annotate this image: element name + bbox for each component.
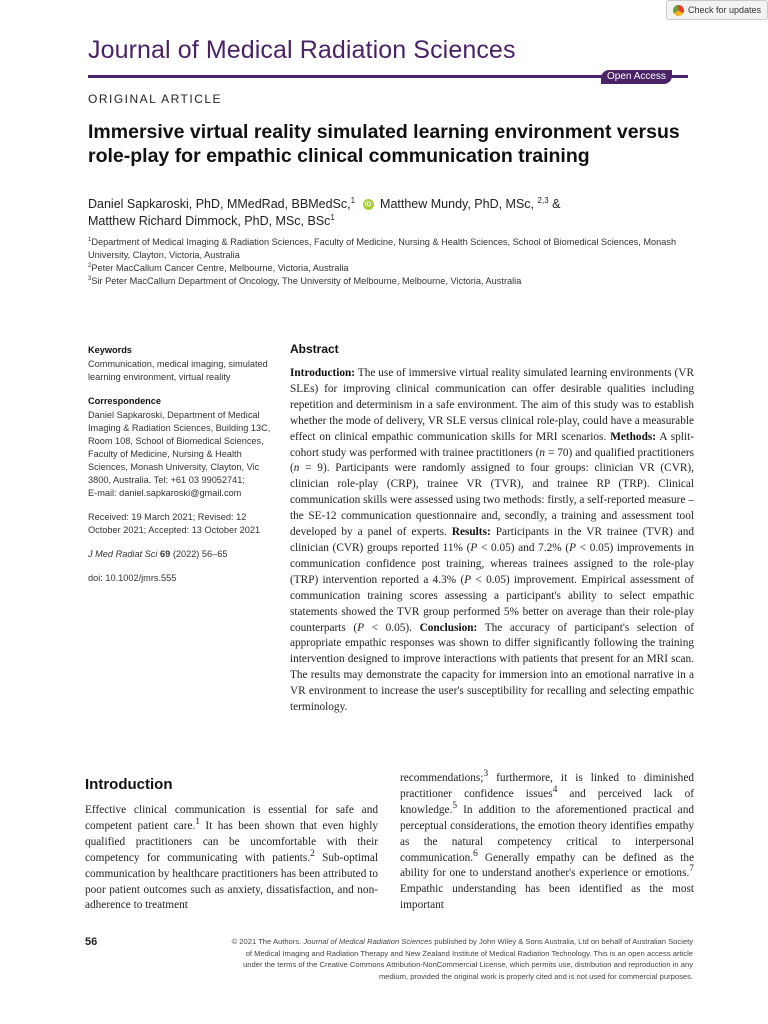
- affiliation-text: Department of Medical Imaging & Radiation Sciences, Faculty of Medicine, Nursing & Health Sciences, School of Biomedical Sciences, Monash University, Clayton, Victoria, Australia: [88, 237, 677, 260]
- author-affiliation-ref: 2,3: [537, 195, 549, 205]
- affiliations: [88, 236, 688, 288]
- abstract-methods-label: Methods:: [610, 430, 657, 443]
- citation-pages: (2022) 56–65: [172, 549, 228, 559]
- crossmark-icon: [673, 5, 684, 16]
- abstract-intro-text: The use of immersive virtual reality simulated learning environments (VR SLEs) for improving clinical communication can offer desirable qualities including repetition and determinism in a safe environment. The aim of this study was to establish whether the mode of delivery, VR SLE versus clinical role-play, could have a measurable effect on clinical empathic communication skills for MRI scenarios.: [290, 367, 694, 443]
- abstract-n-symbol: n: [539, 446, 546, 459]
- abstract-intro-label: Introduction:: [290, 367, 356, 379]
- abstract-results-text: < 0.05) improvements in communication confidence post training, whereas trainees assigned to the role-play (TRP) intervention reported a 4.3% (: [290, 541, 694, 586]
- author-name: Daniel Sapkaroski, PhD, MMedRad, BBMedSc,: [88, 197, 351, 211]
- affiliation-number: 2: [88, 262, 92, 269]
- abstract-section: [290, 342, 694, 716]
- copyright-footer: [225, 936, 693, 982]
- affiliation-text: Peter MacCallum Cancer Centre, Melbourne, Victoria, Australia: [91, 263, 349, 273]
- body-text: and perceived lack of knowledge.: [400, 787, 694, 816]
- affiliation-item: [88, 262, 688, 275]
- open-access-badge: Open Access: [601, 70, 672, 84]
- article-type: ORIGINAL ARTICLE: [88, 92, 223, 106]
- reference-link[interactable]: 5: [452, 801, 458, 812]
- body-text: recommendations;: [400, 772, 484, 784]
- abstract-results-text: < 0.05).: [364, 621, 412, 634]
- reference-link[interactable]: 2: [310, 848, 315, 859]
- abstract-conclusion-text: The accuracy of participant's selection of appropriate empathic responses was shown to differ significantly following the training intervention designed to improve interactions with patients that present for an MRI scan. The results may demonstrate the capacity for immersion into an emotional narrative in a VR environment to increase the user's susceptibility for recalling and selecting empathic terminology.: [290, 621, 694, 714]
- abstract-results-label: Results:: [451, 526, 491, 539]
- author-affiliation-ref: 1: [350, 195, 356, 205]
- abstract-p-symbol: P: [569, 541, 577, 554]
- journal-title-rule: [88, 75, 688, 78]
- abstract-p-symbol: P: [470, 541, 478, 554]
- check-for-updates-label: Check for updates: [688, 5, 762, 15]
- body-text: Effective clinical communication is essential for safe and competent patient care.: [85, 804, 378, 832]
- reference-link[interactable]: 4: [552, 785, 558, 796]
- correspondence-block: [88, 395, 273, 500]
- doi-text[interactable]: doi: 10.1002/jmrs.555: [88, 573, 177, 583]
- abstract-n-symbol: n: [293, 462, 300, 475]
- abstract-body: [290, 366, 694, 716]
- reference-link[interactable]: 7: [689, 864, 694, 875]
- body-text: furthermore, it is linked to diminished practitioner confidence issues: [400, 772, 694, 800]
- abstract-results-text: < 0.05) and 7.2% (: [477, 541, 570, 554]
- author-name: Matthew Richard Dimmock, PhD, MSc, BSc: [88, 214, 331, 228]
- reference-link[interactable]: 6: [473, 848, 478, 859]
- author-list: [88, 196, 708, 230]
- abstract-methods-text: = 9). Participants were randomly assigned to four groups: clinician VR (CVR), clinician role-play (CRP), trainee VR (TVR), and trainee RP (TRP). Clinical communication skills were assessed using two methods: firstly, a self-reported measure – the SE-12 communication questionnaire and, secondly, a training and assessment tool developed by a panel of experts.: [290, 462, 694, 539]
- keywords-block: [88, 344, 273, 384]
- orcid-icon[interactable]: iD: [363, 199, 374, 210]
- abstract-heading: Abstract: [290, 342, 339, 356]
- citation-journal: J Med Radiat Sci: [88, 549, 158, 559]
- abstract-p-symbol: P: [464, 573, 472, 586]
- footer-text: published by John Wiley & Sons Australia, Ltd on behalf of Australian Society of Medical Imaging and Radiation Therapy and New Zealand Institute of Medical Radiation Technology. This is an open access article under the terms of the Creative Commons Attribution-NonCommercial License, which permits use, distribution and reproduction in any medium, provided the original work is properly cited and is not used for commercial purposes.: [243, 937, 693, 981]
- affiliation-text: Sir Peter MacCallum Department of Oncology, The University of Melbourne, Melbourne, Victoria, Australia: [91, 276, 522, 286]
- abstract-results-text: < 0.05) improvement. Empirical assessment of communication training scores assessing a participant's ability to select empathic statements showed the TVR group performed 5% better on average than their role-play counterparts (: [290, 573, 694, 634]
- footer-text: © 2021 The Authors.: [231, 937, 302, 946]
- introduction-heading: Introduction: [85, 776, 173, 793]
- correspondence-email[interactable]: E-mail: daniel.sapkaroski@gmail.com: [88, 488, 242, 498]
- keywords-heading: Keywords: [88, 345, 132, 355]
- article-title: Immersive virtual reality simulated learning environment versus role-play for empathic clinical communication training: [88, 121, 680, 167]
- body-text: In addition to the aforementioned practical and perceptual considerations, the emotion theory identifies empathy as the natural competency critical to interpersonal communication.: [400, 803, 694, 864]
- body-column-left: [85, 803, 378, 914]
- footer-journal: Journal of Medical Radiation Sciences: [303, 937, 433, 946]
- body-column-right: [400, 771, 694, 914]
- abstract-methods-text: = 70) and qualified practitioners (: [290, 446, 694, 475]
- correspondence-heading: Correspondence: [88, 396, 162, 406]
- body-text: Sub-optimal communication by healthcare practitioners has been attributed to poor patient outcomes such as anxiety, dissatisfaction, and non-adherence to treatment: [85, 851, 378, 912]
- dates-text: Received: 19 March 2021; Revised: 12 October 2021; Accepted: 13 October 2021: [88, 512, 261, 535]
- author-separator: &: [552, 197, 561, 211]
- author-affiliation-ref: 1: [330, 212, 335, 222]
- page-number: 56: [85, 936, 98, 948]
- affiliation-item: [88, 275, 688, 288]
- correspondence-text: Daniel Sapkaroski, Department of Medical Imaging & Radiation Sciences, Building 13C, Room 108, School of Biomedical Sciences, Faculty of Medicine, Nursing & Health Sciences, Monash University, Clayton, Vic 3800, Australia. Tel: +61 03 99052741;: [88, 410, 271, 485]
- abstract-results-text: Participants in the VR trainee (TVR) and clinician (CVR) groups reported 11% (: [290, 526, 695, 554]
- body-text: Empathic understanding has been identified as the most important: [400, 883, 694, 912]
- citation: [88, 548, 273, 561]
- affiliation-number: 1: [88, 236, 92, 243]
- body-text: It has been shown that even highly qualified practitioners can be uncomfortable with their competency for communicating with patients.: [85, 819, 378, 864]
- keywords-text: Communication, medical imaging, simulated learning environment, virtual reality: [88, 359, 268, 382]
- reference-link[interactable]: 1: [195, 817, 200, 828]
- journal-title: Journal of Medical Radiation Sciences: [88, 36, 516, 64]
- abstract-methods-text: A split-cohort study was performed with trainee practitioners (: [290, 430, 694, 459]
- abstract-p-symbol: P: [357, 621, 365, 634]
- affiliation-number: 3: [88, 275, 92, 282]
- citation-volume: 69: [160, 549, 171, 559]
- author-name: Matthew Mundy, PhD, MSc,: [380, 197, 535, 211]
- article-sidebar: [88, 344, 273, 596]
- reference-link[interactable]: 3: [483, 769, 489, 780]
- abstract-conclusion-label: Conclusion:: [419, 621, 478, 634]
- body-text: Generally empathy can be defined as the ability for one to understand another's experience or emotions.: [400, 851, 694, 880]
- affiliation-item: [88, 236, 688, 262]
- check-for-updates-button[interactable]: [666, 0, 768, 20]
